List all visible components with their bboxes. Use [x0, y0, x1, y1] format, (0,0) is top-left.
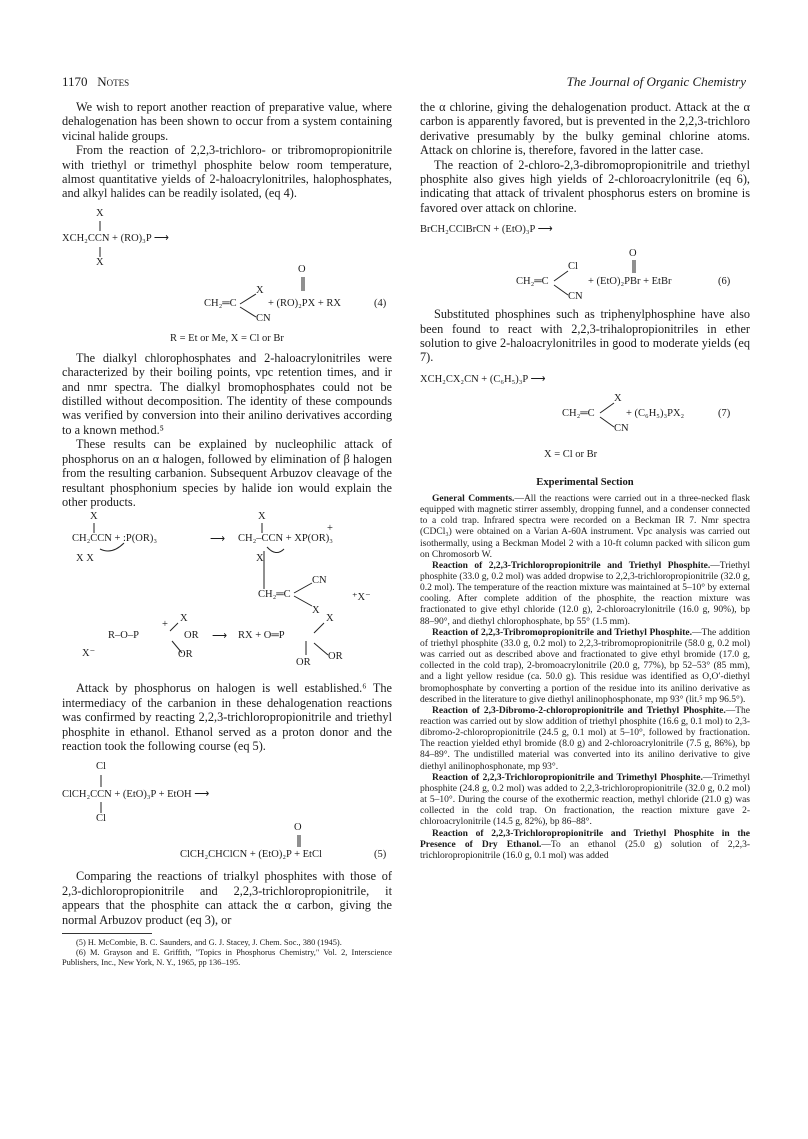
mech-x1: X [90, 511, 98, 523]
section-name: Notes [97, 74, 130, 89]
eq7-reactant: XCH₂CX₂CN + (C₆H₅)₃P ⟶ [420, 373, 546, 385]
eq4-product-cn: CN [256, 312, 271, 324]
paragraph: The dialkyl chlorophosphates and 2-haloacrylonitriles were characterized by their boiling points, vpc retention times, and ir and nmr spectra. The dialkyl bromophosphates could not be distilled without decomposition. The identity of these compounds was verified by conversion into their anilino derivatives according to a known method.⁵ [62, 350, 392, 437]
mech-phos-left: R–O–P [108, 630, 139, 642]
mech-reactant-bottom: X X [76, 553, 94, 565]
mech-arrow-1: ⟶ [210, 534, 226, 546]
mech-phos-or2: OR [178, 649, 193, 661]
paragraph: the α chlorine, giving the dehalogenation product. Attack at the α carbon is apparently favored, but is prevented in the 2,2,3-trichloro derivative presumably by the bulky geminal chlorine atoms. Attack on chlorine is, therefore, favored in the latter case. [420, 100, 750, 158]
experimental-paragraph: General Comments.—All the reactions were carried out in a three-necked flask equipped with magnetic stirrer assembly, dropping funnel, and a condenser connected to a cold trap. Infrared spectra were recorded on a Beckman IR 7. Nmr spectra (CDCl₃) were obtained on a Varian A-60A instrument. Vpc analysis was carried out isothermally, using a Beckman Model 2 with a 10-ft column packed with silicon gum on Chromosorb W. [420, 493, 750, 560]
eq5-o: O [294, 822, 302, 834]
mech-phos-plus: + [162, 619, 168, 631]
eq4-product-x: X [256, 284, 264, 296]
paragraph: Attack by phosphorus on halogen is well established.⁶ The intermediacy of the carbanion in these dehalogenation reactions was confirmed by reacting 2,2,3-trichloropropionitrile and triethyl phosphite in ethanol. Ethanol served as a proton donor and the reaction took the following course (eq 5). [62, 681, 392, 753]
eq4-x-top: X [96, 207, 104, 219]
eq7-x: X [614, 392, 622, 404]
mech-plus: + [327, 523, 333, 535]
eq4-o: O [298, 263, 306, 275]
mech-phos-x: X [180, 613, 188, 625]
experimental-heading: Reaction of 2,2,3-Trichloropropionitrile and Trimethyl Phosphite. [432, 772, 703, 783]
section-title: Experimental Section [536, 476, 634, 488]
paragraph: Comparing the reactions of trialkyl phosphites with those of 2,3-dichloropropionitrile and 2,2,3-trichloropropionitrile, it appears that the phosphite can attack the α carbon, giving the normal Arbuzov product (eq 3), or [62, 869, 392, 927]
equation-5 [62, 753, 392, 869]
eq6-cl: Cl [568, 261, 578, 273]
mechanism-scheme [62, 509, 392, 681]
right-column [420, 100, 750, 862]
mech-alkene: CH₂═C [258, 589, 291, 601]
paragraph: Substituted phosphines such as triphenylphosphine have also been found to react with 2,2,3-trihalopropionitriles in ether solution to give 2-haloacrylonitriles in good to moderate yields (eq 7). [420, 307, 750, 365]
eq6-main: CH₂═C [516, 276, 549, 288]
equation-4 [62, 201, 392, 331]
paragraph: The reaction of 2-chloro-2,3-dibromopropionitrile and triethyl phosphite also gives high yields of 2-chloroacrylonitrile (eq 6), indicating that attack of trivalent phosphorus esters on bromine is favored over attack on chlorine. [420, 157, 750, 215]
eq5-reactant: ClCH₂CCN + (EtO)₃P + EtOH ⟶ [62, 789, 210, 801]
mech-phos-x2: X [326, 613, 334, 625]
paragraph: From the reaction of 2,2,3-trichloro- or tribromopropionitrile with triethyl or trimethyl phosphite below room temperature, almost quantitative yields of 2-haloacrylonitriles, halophosphates, and alkyl halides can be readily isolated, (eq 4). [62, 143, 392, 201]
eq7-main: CH₂═C [562, 407, 595, 419]
eq6-rest: + (EtO)₂PBr + EtBr [588, 276, 672, 288]
eq4-legend: R = Et or Me, X = Cl or Br [170, 332, 284, 344]
eq6-reactant: BrCH₂CClBrCN + (EtO)₃P ⟶ [420, 224, 553, 236]
journal-title: The Journal of Organic Chemistry [566, 74, 746, 89]
mech-phos-or4: OR [328, 651, 343, 663]
footnote-6: (6) M. Grayson and E. Griffith, "Topics in Phosphorus Chemistry," Vol. 2, Interscience Publishers, Inc., New York, N. Y., 1965, pp 136–195. [62, 948, 392, 968]
experimental-heading: General Comments. [432, 493, 515, 504]
eq4-product-main: CH₂═C [204, 297, 237, 309]
experimental-paragraph: Reaction of 2,2,3-Trichloropropionitrile and Triethyl Phosphite in the Presence of Dry Ethanol.—To an ethanol (25.0 g) solution of 2,2,3-trichloropropionitrile (16.0 g, 0.1 mol) was added [420, 828, 750, 861]
experimental-heading: Reaction of 2,3-Dibromo-2-chloropropionitrile and Triethyl Phosphite. [432, 705, 726, 716]
mech-alkene-x: X [312, 605, 320, 617]
footnote-5: (5) H. McCombie, B. C. Saunders, and G. J. Stacey, J. Chem. Soc., 380 (1945). [76, 937, 342, 947]
eq4-reactant: XCH₂CCN + (RO)₃P ⟶ [62, 232, 169, 244]
mech-cn: CN [312, 575, 327, 587]
eq5-cl-top: Cl [96, 761, 106, 773]
mech-phos-or: OR [184, 630, 199, 642]
eq6-cn: CN [568, 291, 583, 303]
equation-7 [420, 365, 750, 467]
eq4-number: (4) [374, 297, 387, 309]
page-header-left [62, 74, 129, 90]
eq4-product-rest: + (RO)₂PX + RX [268, 297, 341, 309]
eq7-number: (7) [718, 407, 731, 419]
eq5-number: (5) [374, 849, 387, 861]
experimental-paragraph: Reaction of 2,3-Dibromo-2-chloropropionitrile and Triethyl Phosphite.—The reaction was carried out by slow addition of triethyl phosphite (16.6 g, 0.1 mol) to 2,3-dibromo-2-chloropropionitrile (24.5 g, 0.1 mol) at 5–10°, followed by fractionation. The reaction yielded ethyl bromide (8.0 g) and 2-chloroacrylonitrile (7.5 g, 86%), bp 84–89°. The undistilled material was converted into its anilino derivative to give diethyl anilinophosphonate, mp 93°. [420, 705, 750, 772]
page-number: 1170 [62, 74, 88, 89]
mech-x2: X [258, 511, 266, 523]
paragraph: These results can be explained by nucleophilic attack of phosphorus on an α halogen, followed by elimination of β halogen from the resulting carbanion. Subsequent Arbuzov cleavage of the resultant phosphonium species by halide ion would explain the other products. [62, 437, 392, 509]
eq6-number: (6) [718, 276, 731, 288]
experimental-heading: Reaction of 2,2,3-Tribromopropionitrile and Triethyl Phosphite. [432, 627, 692, 638]
mech-arrow-2: ⟶ [212, 631, 228, 643]
experimental-heading: Reaction of 2,2,3-Trichloropropionitrile and Triethyl Phosphite in the Presence of Dry Ethanol. [420, 828, 750, 850]
mech-reactant: CH₂CCN + :P(OR)₃ [72, 533, 158, 545]
mech-halide: ⁺X⁻ [352, 592, 371, 604]
experimental-paragraph: Reaction of 2,2,3-Trichloropropionitrile and Trimethyl Phosphite.—Trimethyl phosphite (24.8 g, 0.2 mol) was added to 2,2,3-trichloropropionitrile (32.0 g, 0.2 mol) at 5–10°. During the course of the exothermic reaction, methyl chloride (21.0 g) was collected in the cold trap. On fractionation, the reaction mixture gave 2-chloroacrylonitrile (14.5 g, 82%), bp 86–88°. [420, 772, 750, 828]
equation-4-bonds [62, 201, 392, 331]
experimental-paragraph: Reaction of 2,2,3-Trichloropropionitrile and Triethyl Phosphite.—Triethyl phosphite (33.0 g, 0.2 mol) was added dropwise to 2,2,3-trichloropropionitrile (32.0 g, 0.2 mol). The temperature of the reaction mixture was maintained at 5–10° by external cooling. After complete addition of the phosphite, the reaction mixture was fractionated to give ethyl chloride (12.0 g), 2-chloroacrylonitrile (16.0 g, 90%), bp 88–90°, and diethyl chlorophosphate, bp 55° (1.5 mm). [420, 560, 750, 627]
mech-phos-product: RX + O═P [238, 630, 285, 642]
eq7-legend: X = Cl or Br [544, 448, 598, 460]
mech-phos-or3: OR [296, 657, 311, 669]
eq6-o: O [629, 248, 637, 260]
eq7-cn: CN [614, 422, 629, 434]
mech-phos-xminus: X⁻ [82, 648, 96, 660]
eq5-cl-bottom: Cl [96, 813, 106, 825]
experimental-heading: Reaction of 2,2,3-Trichloropropionitrile and Triethyl Phosphite. [432, 560, 711, 571]
equation-6 [420, 215, 750, 307]
eq4-x-bottom: X [96, 256, 104, 268]
mech-intermediate: CH₂–CCN + XP(OR)₃ [238, 533, 333, 545]
paragraph: We wish to report another reaction of preparative value, where dehalogenation has been shown to occur from a system containing vicinal halide groups. [62, 100, 392, 143]
left-column [62, 100, 392, 969]
eq7-rest: + (C₆H₅)₃PX₂ [626, 407, 685, 419]
footnote-rule [62, 933, 152, 934]
mech-intermediate-bottom: X [256, 553, 264, 565]
eq5-product: ClCH₂CHClCN + (EtO)₂P + EtCl [180, 849, 322, 861]
experimental-paragraph: Reaction of 2,2,3-Tribromopropionitrile and Triethyl Phosphite.—The addition of triethyl phosphite (33.0 g, 0.2 mol) to 2,2,3-tribromopropionitrile (58.0 g, 0.2 mol) was carried out as described above and fractionated to give ethyl bromide (17.0 g, collected in the cold trap), 2-bromoacrylonitrile (20.0 g, 77%), bp 52–53° (85 mm), and a light yellow residue (ca. 50.0 g). This residue was identified as O,O′-diethyl bromophosphate by converting a portion of the residue into its anilino derivative as described in the literature to give diethyl anilinophosphonate, mp 93° (lit.⁵ mp 96.5°). [420, 627, 751, 705]
